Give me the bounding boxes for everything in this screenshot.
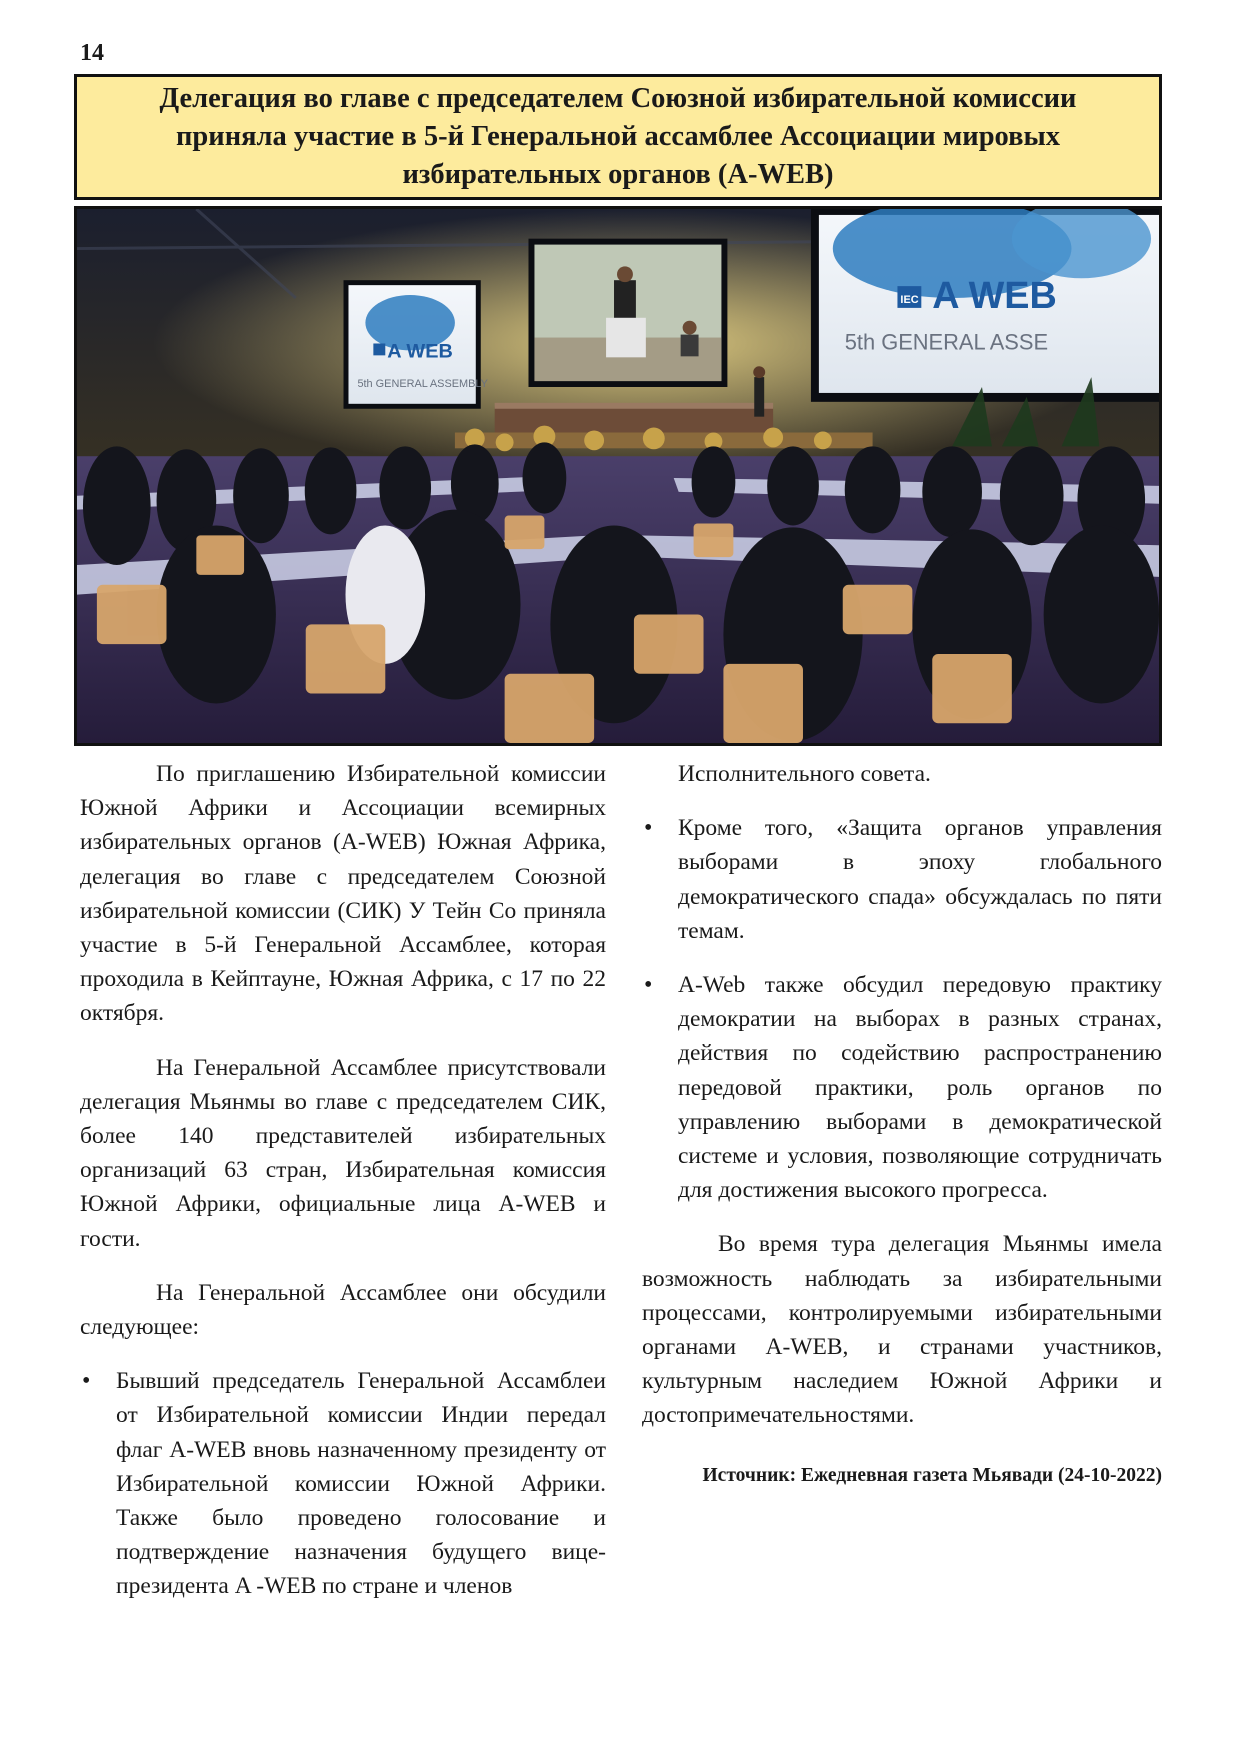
headline: Делегация во главе с председателем Союзной избирательной комиссии приняла участие в 5-й Генеральной ассамблее Ассоциации мировых избирательных органов (A-WEB) bbox=[159, 83, 1077, 190]
bullet-list-right bbox=[642, 811, 1162, 1207]
center-screen bbox=[528, 239, 727, 387]
headline-box bbox=[74, 74, 1162, 200]
bullet-item-2: • Кроме того, «Защита органов управления выборами в эпоху глобального демократического спада» обсуждалась по пяти темам. bbox=[642, 811, 1162, 948]
bullet-item-1-continued: Исполнительного совета. bbox=[678, 761, 931, 787]
right-screen-caption: 5th GENERAL ASSE bbox=[844, 329, 1049, 355]
bullet-list-left bbox=[80, 1364, 606, 1603]
right-screen-badge: IEC bbox=[900, 293, 919, 306]
left-screen bbox=[344, 280, 489, 409]
conference-photo bbox=[74, 206, 1162, 746]
page-number: 14 bbox=[80, 40, 104, 66]
left-column bbox=[80, 757, 606, 1624]
right-screen-logo: A WEB bbox=[932, 273, 1057, 316]
right-column bbox=[642, 757, 1162, 1493]
paragraph-3: На Генеральной Ассамблее они обсудили следующее: bbox=[80, 1279, 606, 1341]
right-screen bbox=[811, 209, 1159, 402]
bullet-item-1: • Бывший председатель Генеральной Ассамблеи от Избирательной комиссии Индии передал флаг A-WEB вновь назначенному президенту от Избирательной комиссии Южной Африки. Также было проведено голосование и подтверждение назначения будущего вице-президента A -WEB по стране и членов bbox=[80, 1364, 606, 1603]
conference-photo-illustration bbox=[77, 209, 1159, 743]
paragraph-4: Во время тура делегация Мьянмы имела возможность наблюдать за избирательными процессами, контролируемыми избирательными органами A-WEB, и странами участников, культурным наследием Южной Африки и достопримечательностями. bbox=[642, 1231, 1162, 1429]
source-credit: Источник: Ежедневная газета Мьявади (24-10-2022) bbox=[702, 1464, 1162, 1486]
paragraph-2: На Генеральной Ассамблее присутствовали делегация Мьянмы во главе с председателем СИК, более 140 представителей избирательных организаций 63 стран, Избирательная комиссия Южной Африки, официальные лица A-WEB и гости. bbox=[80, 1054, 606, 1252]
paragraph-1: По приглашению Избирательной комиссии Южной Африки и Ассоциации всемирных избирательных органов (A-WEB) Южная Африка, делегация во главе с председателем Союзной избирательной комиссии (СИК) У Тейн Со приняла участие в 5-й Генеральной Ассамблее, которая проходила в Кейптауне, Южная Африка, с 17 по 22 октября. bbox=[80, 761, 606, 1027]
left-screen-logo: A WEB bbox=[387, 340, 453, 363]
left-screen-caption: 5th GENERAL ASSEMBLY bbox=[357, 378, 488, 390]
bullet-item-3: • A-Web также обсудил передовую практику демократии на выборах в разных странах, действия по содействию распространению передовой практики, роль органов по управлению выборами в демократической системе и условия, позволяющие сотрудничать для достижения высокого прогресса. bbox=[642, 968, 1162, 1207]
